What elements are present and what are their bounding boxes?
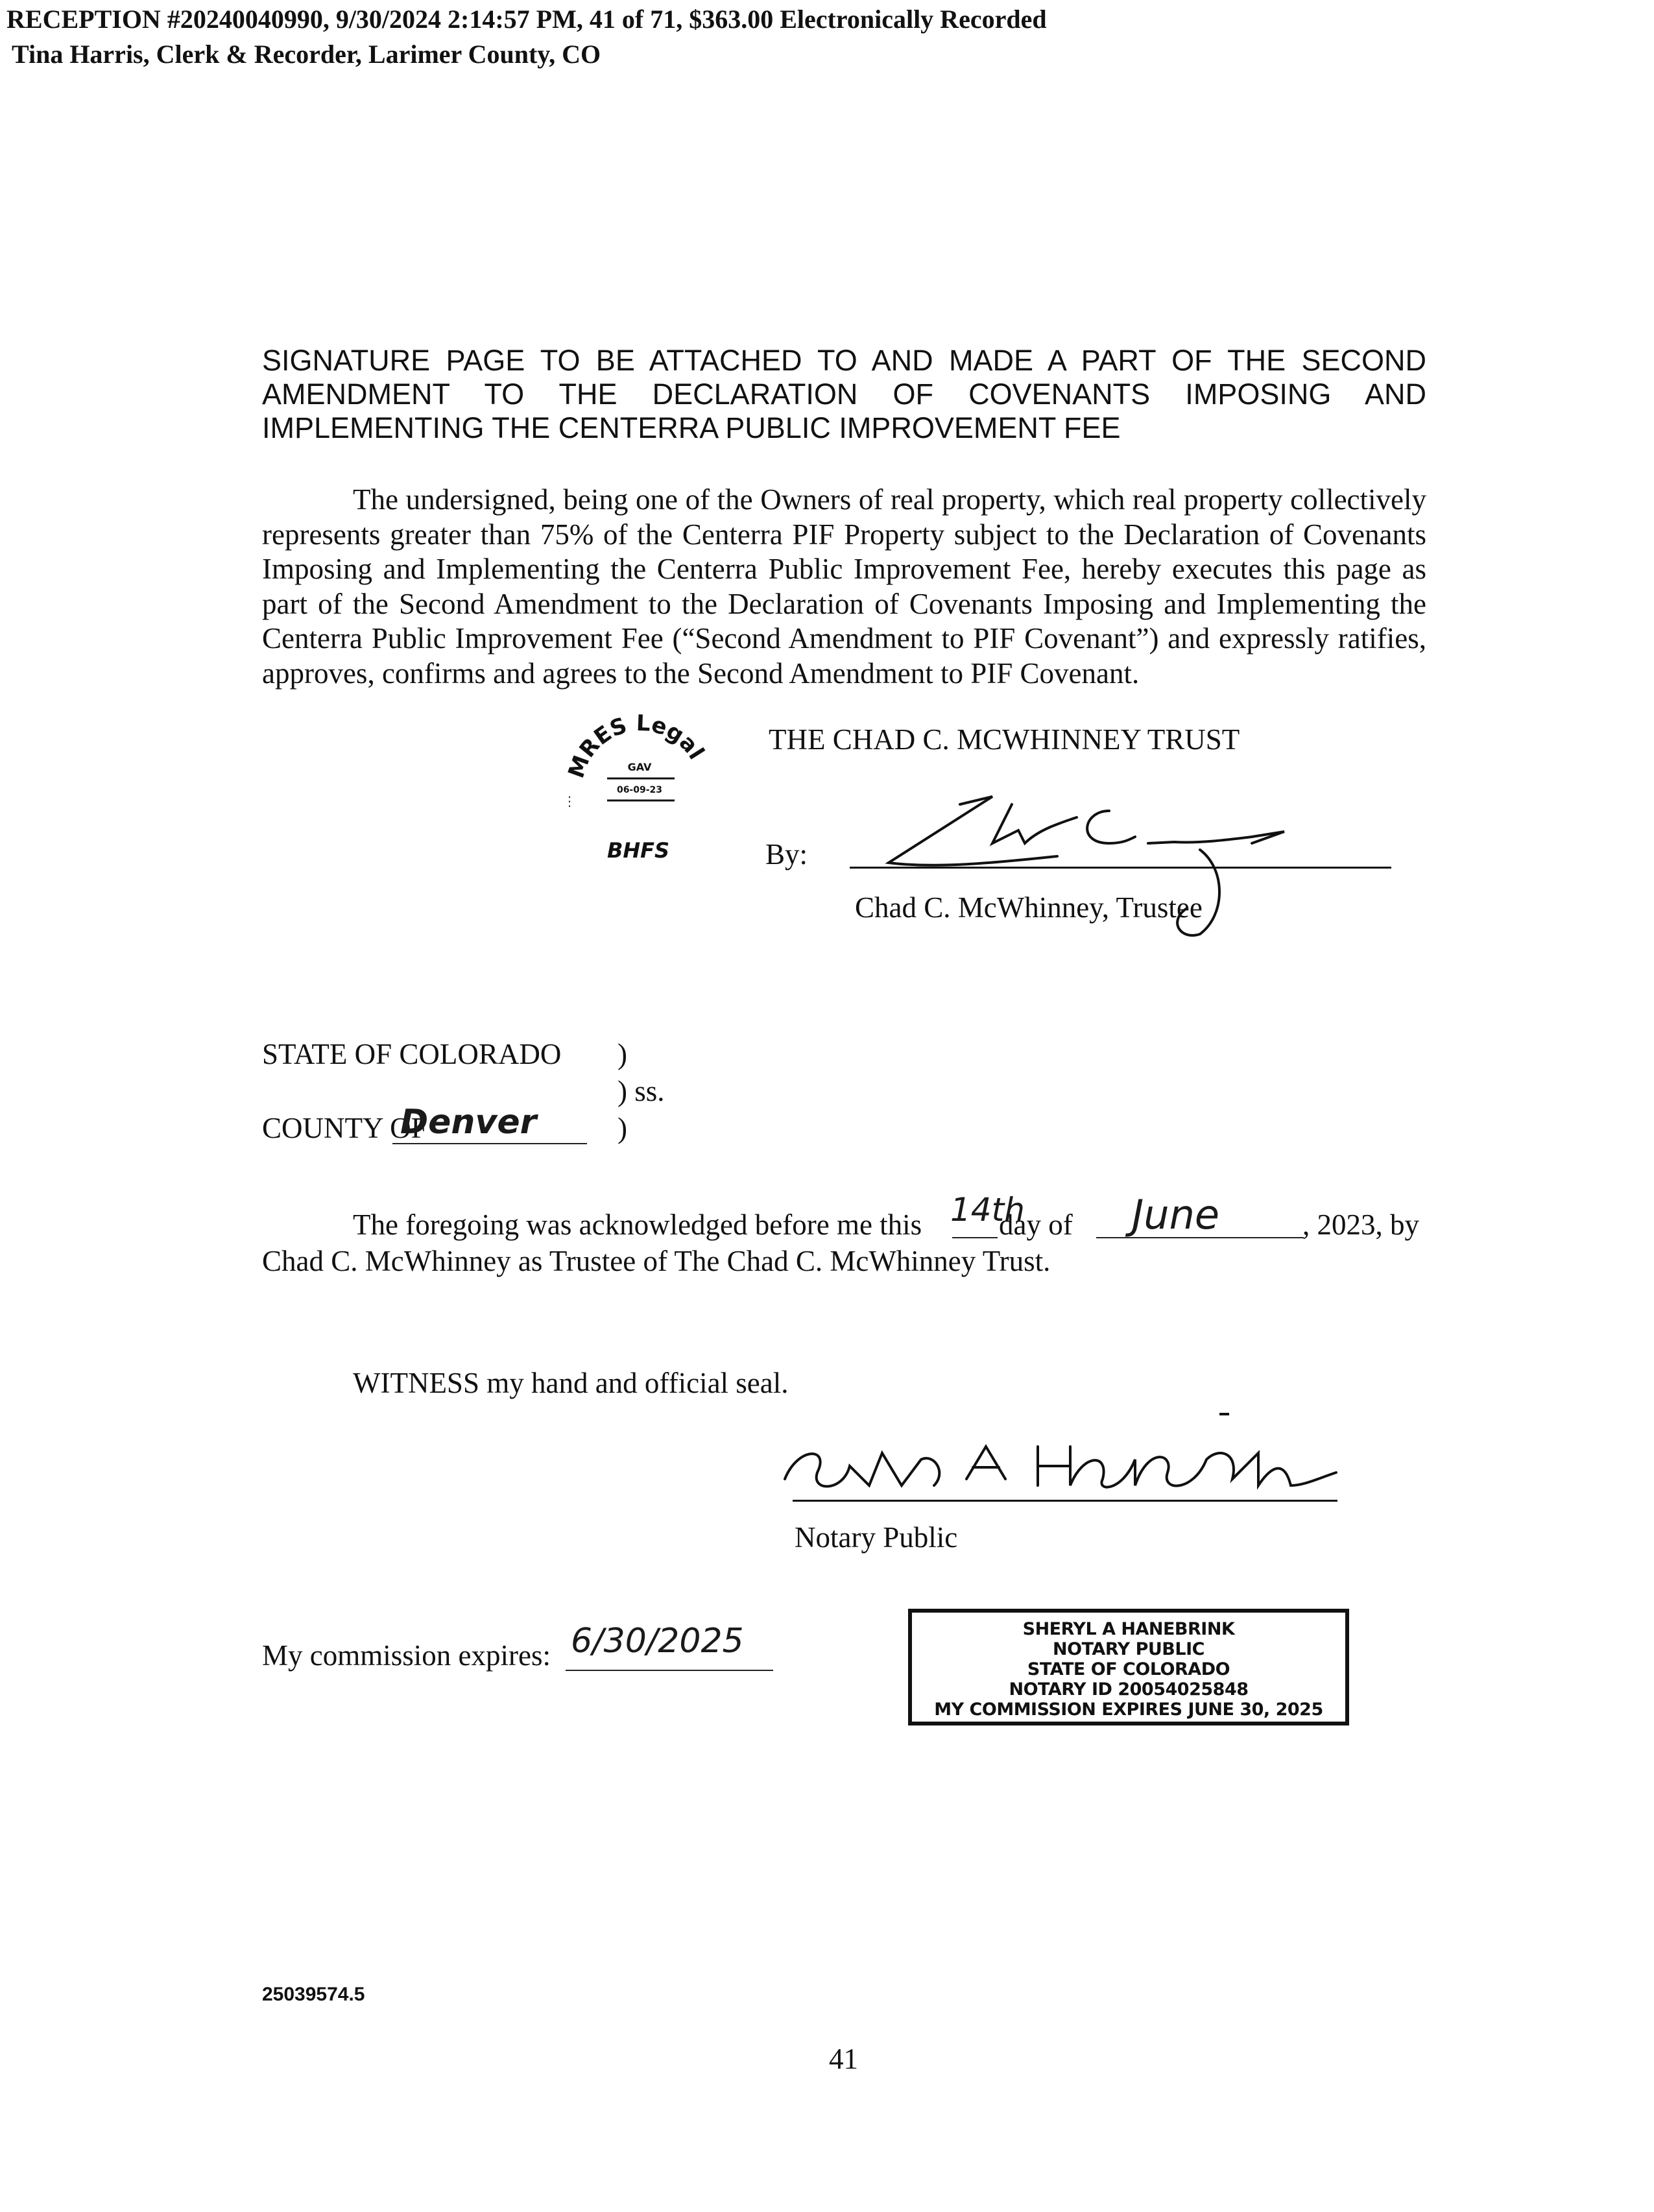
notary-stamp-line-1: SHERYL A HANEBRINK — [1022, 1619, 1235, 1639]
body-line-4: part of the Second Amendment to the Declaration of Covenants Imposing and Implementing the — [262, 587, 1426, 620]
document-number: 25039574.5 — [262, 1984, 365, 2005]
trust-name: THE CHAD C. MCWHINNEY TRUST — [769, 723, 1240, 756]
body-line-6: approves, confirms and agrees to the Second Amendment to PIF Covenant. — [262, 656, 1140, 690]
legal-stamp-graphic — [557, 708, 725, 864]
ack-part-3: , 2023, by — [1302, 1208, 1419, 1241]
notary-public-label: Notary Public — [795, 1521, 958, 1554]
document-title — [262, 344, 1426, 445]
ack-line-2: Chad C. McWhinney as Trustee of The Chad C. McWhinney Trust. — [262, 1245, 1051, 1277]
ack-part-1: The foregoing was acknowledged before me this — [353, 1208, 922, 1241]
body-line-2: represents greater than 75% of the Centerra PIF Property subject to the Declaration of Covenants — [262, 518, 1426, 551]
page-number: 41 — [829, 2043, 858, 2075]
notary-stamp-line-5: MY COMMISSION EXPIRES JUNE 30, 2025 — [934, 1700, 1323, 1720]
venue-state: STATE OF COLORADO — [262, 1038, 562, 1070]
ack-day-handwritten: 14th — [950, 1191, 1025, 1229]
notary-seal-stamp — [908, 1609, 1349, 1725]
legal-stamp-date: 06-09-23 — [616, 785, 663, 795]
body-line-1: The undersigned, being one of the Owners of real property, which real property collectively — [353, 483, 1426, 516]
witness-statement: WITNESS my hand and official seal. — [353, 1367, 789, 1399]
county-handwritten: Denver — [400, 1103, 537, 1142]
body-line-3: Imposing and Implementing the Centerra Public Improvement Fee, hereby executes this page as — [262, 553, 1426, 585]
notary-signature — [772, 1408, 1369, 1511]
notary-stamp-line-2: NOTARY PUBLIC — [1053, 1639, 1205, 1659]
county-underline — [392, 1143, 587, 1144]
by-label: By: — [765, 838, 808, 871]
venue-county-label: COUNTY OF — [262, 1112, 427, 1144]
legal-approval-stamp — [557, 708, 725, 864]
notary-stamp-line-4: NOTARY ID 20054025848 — [1009, 1679, 1249, 1700]
title-line-1: SIGNATURE PAGE TO BE ATTACHED TO AND MADE A PART OF THE SECOND — [262, 344, 1426, 377]
notary-stamp-line-3: STATE OF COLORADO — [1027, 1659, 1230, 1679]
notary-signature-line — [793, 1500, 1337, 1502]
legal-stamp-bottom-text: BHFS — [607, 838, 670, 863]
commission-date-handwritten: 6/30/2025 — [571, 1622, 744, 1661]
recording-header-line-1: RECEPTION #20240040990, 9/30/2024 2:14:57 PM, 41 of 71, $363.00 Electronically Recorded — [6, 5, 1047, 34]
ack-month-handwritten: June — [1132, 1191, 1220, 1238]
commission-label: My commission expires: — [262, 1639, 551, 1672]
ack-day-underline — [952, 1237, 998, 1238]
venue-paren-3: ) — [617, 1112, 627, 1144]
legal-stamp-initials: GAV — [627, 761, 652, 773]
recording-header-line-2: Tina Harris, Clerk & Recorder, Larimer County, CO — [12, 40, 601, 69]
body-paragraph — [262, 483, 1426, 691]
svg-text:⋮: ⋮ — [563, 793, 576, 809]
ack-part-2: day of — [999, 1208, 1073, 1241]
trustee-name-title: Chad C. McWhinney, Trustee — [855, 891, 1203, 924]
title-line-3: IMPLEMENTING THE CENTERRA PUBLIC IMPROVEMENT FEE — [262, 411, 1121, 444]
body-line-5: Centerra Public Improvement Fee (“Second Amendment to PIF Covenant”) and expressly ratifies, — [262, 622, 1426, 655]
venue-paren-1: ) — [617, 1038, 627, 1070]
title-line-2: AMENDMENT TO THE DECLARATION OF COVENANTS IMPOSING AND — [262, 378, 1426, 411]
legal-stamp-top-text: MRES Legal — [563, 710, 710, 782]
commission-underline — [566, 1670, 773, 1671]
venue-ss: ) ss. — [617, 1075, 665, 1107]
